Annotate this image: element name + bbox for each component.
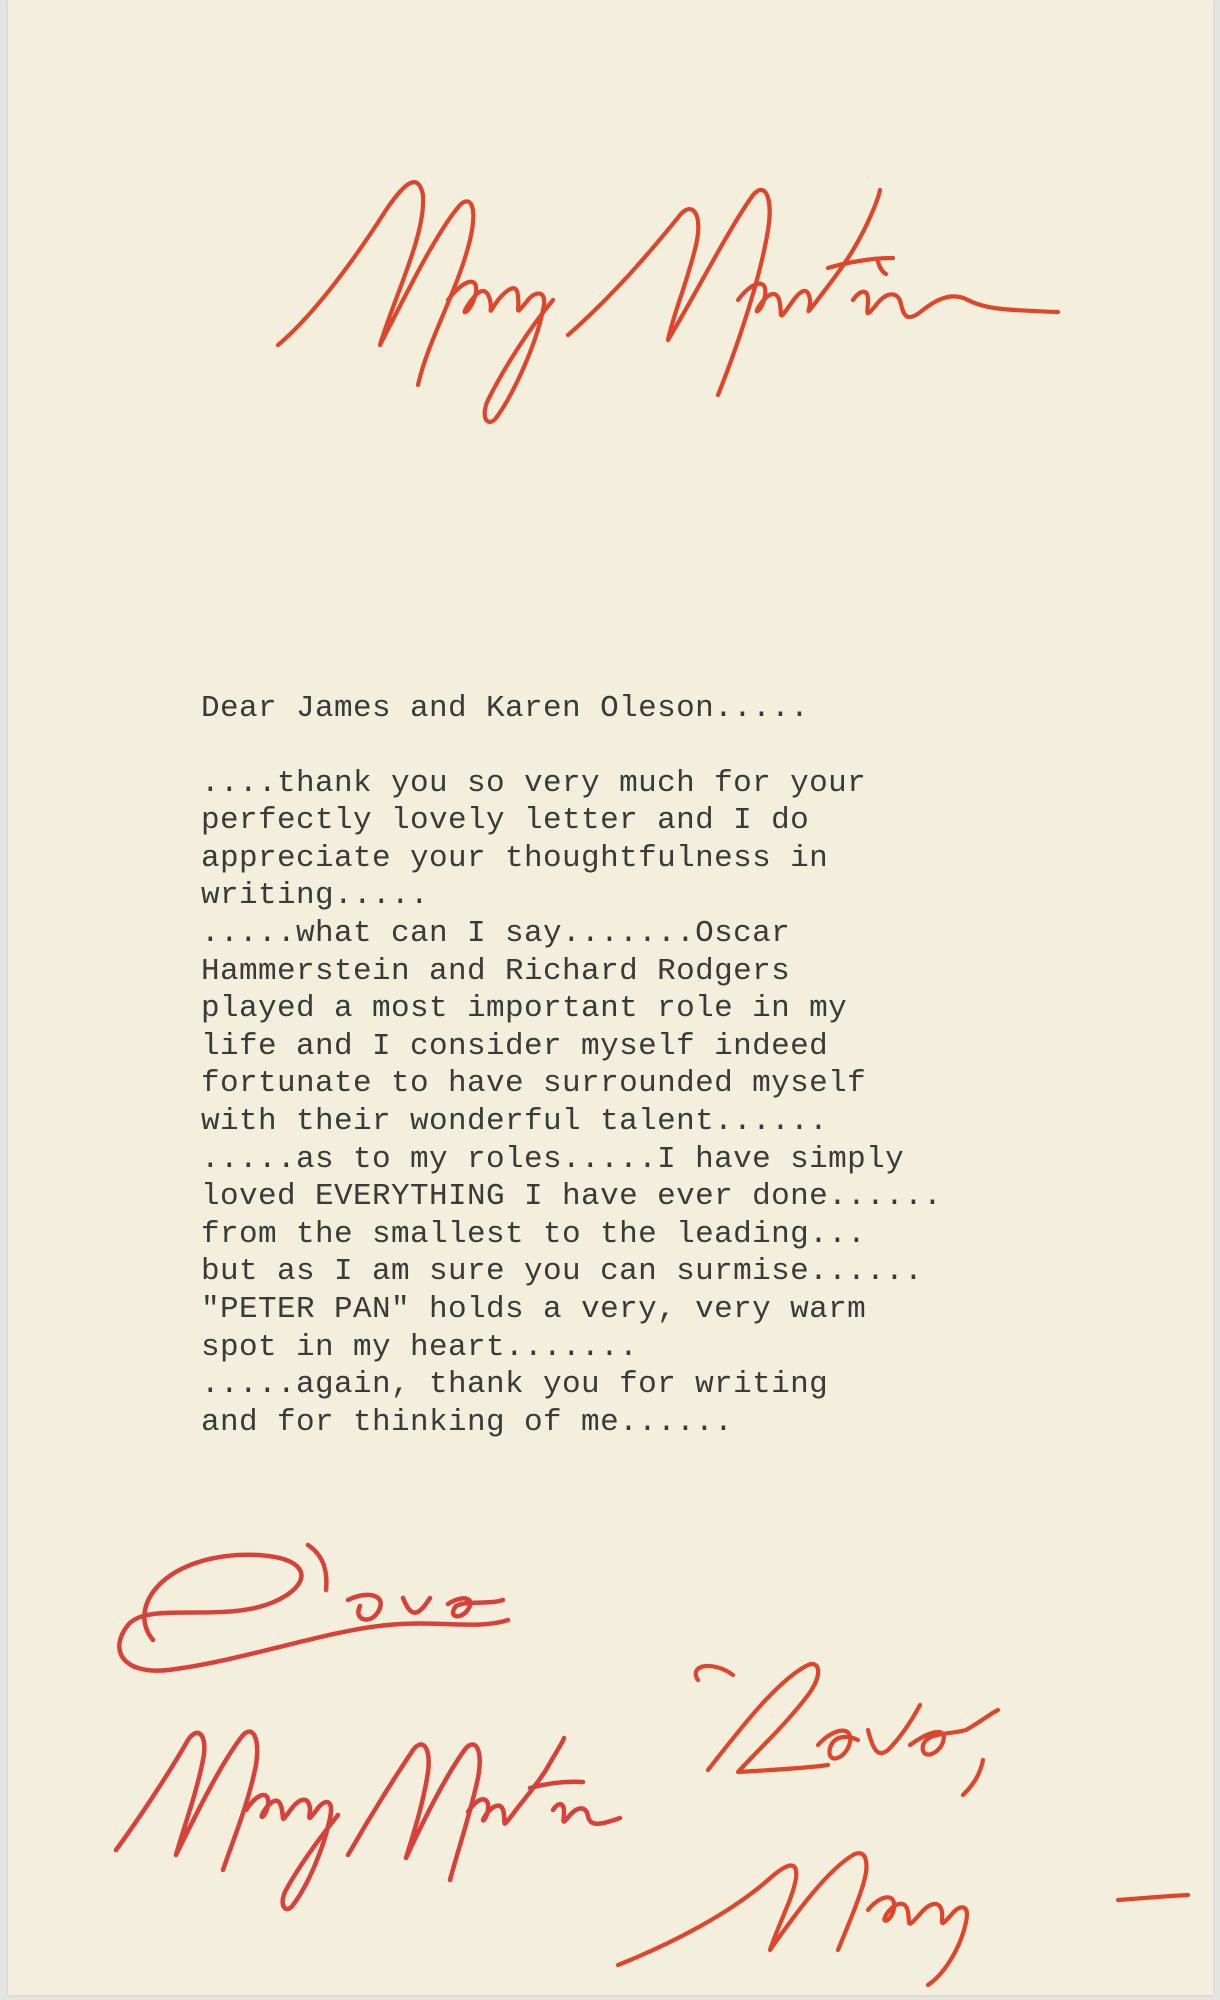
letter-body bbox=[201, 690, 1121, 1441]
letter-line: fortunate to have surrounded myself bbox=[201, 1066, 867, 1102]
letter-line: played a most important role in my bbox=[201, 991, 848, 1027]
letter-line: Hammerstein and Richard Rodgers bbox=[201, 953, 791, 989]
letter-line: with their wonderful talent...... bbox=[201, 1103, 829, 1139]
salutation: Dear James and Karen Oleson..... bbox=[201, 691, 810, 726]
letter-line: ....thank you so very much for your bbox=[201, 765, 867, 801]
letter-line: appreciate your thoughtfulness in bbox=[201, 840, 829, 876]
letter-line: but as I am sure you can surmise...... bbox=[201, 1254, 924, 1290]
letter-line: .....as to my roles.....I have simply bbox=[201, 1141, 905, 1177]
letter-line: perfectly lovely letter and I do bbox=[201, 803, 810, 839]
letter-line: spot in my heart....... bbox=[201, 1329, 639, 1365]
letter-line: writing..... bbox=[201, 878, 430, 914]
letter-line: life and I consider myself indeed bbox=[201, 1028, 829, 1064]
letter-line: and for thinking of me...... bbox=[201, 1404, 734, 1440]
letter-page bbox=[8, 0, 1213, 1995]
letter-line: .....what can I say.......Oscar bbox=[201, 915, 791, 951]
letter-line: loved EVERYTHING I have ever done...... bbox=[201, 1179, 943, 1215]
letter-line: "PETER PAN" holds a very, very warm bbox=[201, 1291, 867, 1327]
letter-line: from the smallest to the leading... bbox=[201, 1216, 867, 1252]
letter-line: .....again, thank you for writing bbox=[201, 1367, 829, 1403]
